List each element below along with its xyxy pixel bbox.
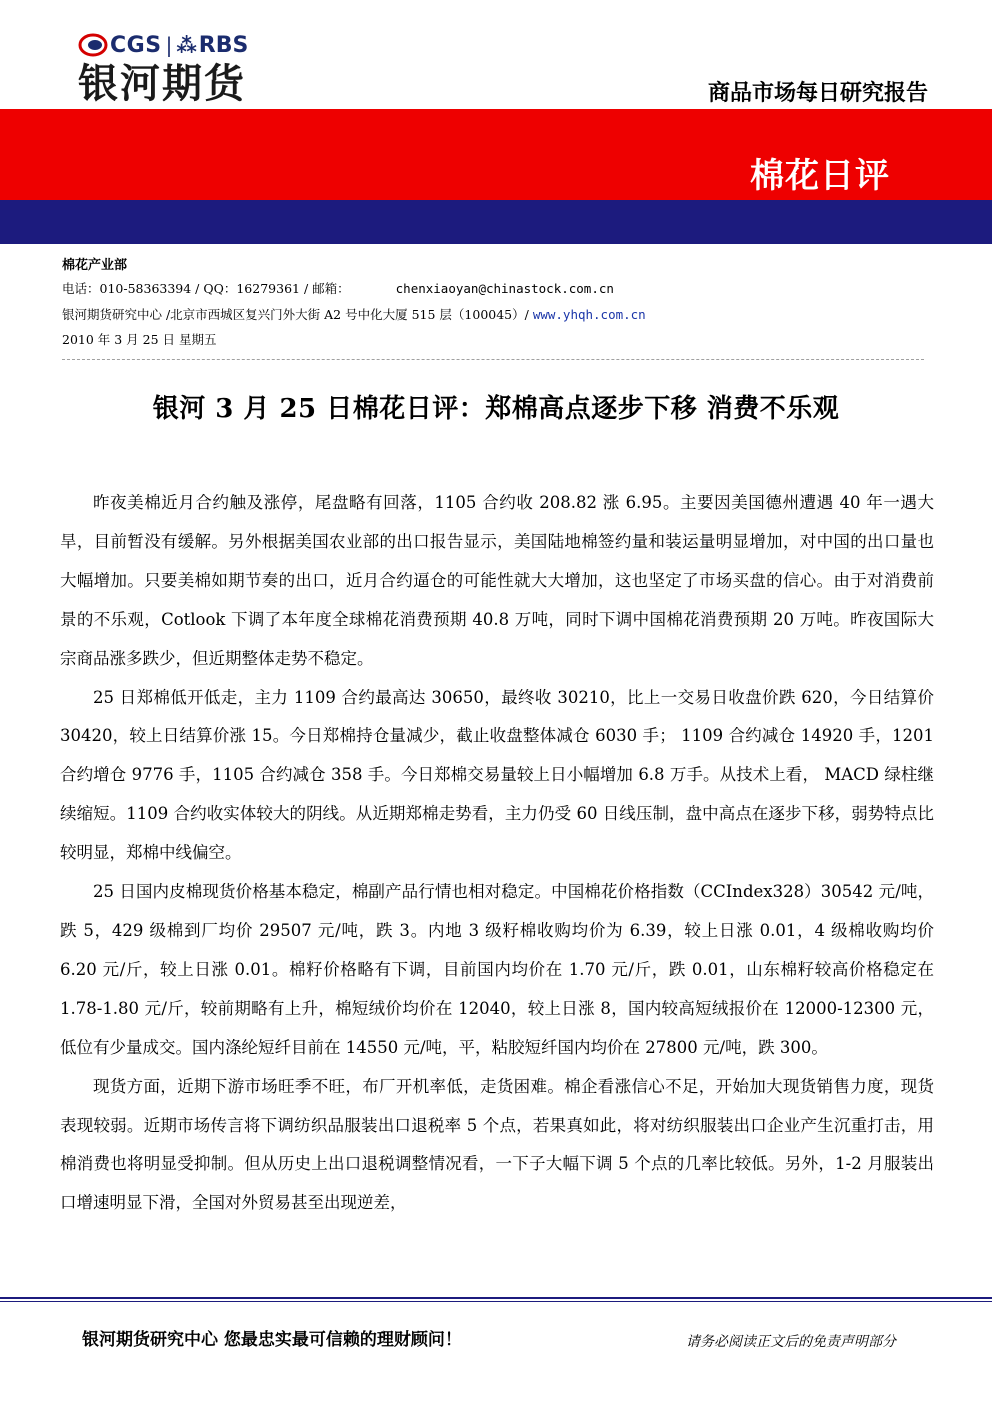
contact-phone-qq: 电话：010-58363394 / QQ：16279361 / 邮箱： (62, 281, 350, 296)
cgs-swirl-icon (78, 33, 108, 57)
paragraph: 现货方面，近期下游市场旺季不旺，布厂开机率低，走货困难。棉企看涨信心不足，开始加大现货销售力度，现货表现较弱。近期市场传言将下调纺织品服装出口退税率 5 个点，若果真如此，将对纺织服装出口企业产生沉重打击，用棉消费也将明显受抑制。但从历史上出口退税调整情况看，一下子大幅下调 5 个点的几率比较低。另外，1-2 月服装出口增速明显下滑，全国对外贸易甚至出现逆差， (60, 1076, 934, 1213)
department-name: 棉花产业部 (62, 258, 128, 273)
header-blue-band (0, 200, 992, 244)
rbs-daisy-icon: ⁂ (176, 33, 197, 57)
logo-cgs-text: CGS (110, 32, 162, 58)
footer-slogan: 银河期货研究中心 您最忠实最可信赖的理财顾问！ (82, 1330, 462, 1350)
logo-chinese-name: 银河期货 (78, 61, 246, 107)
contact-line (62, 279, 614, 297)
address-line (62, 305, 646, 323)
contact-email[interactable]: chenxiaoyan@chinastock.com.cn (395, 281, 614, 296)
footer-divider-thick (0, 1297, 992, 1299)
paragraph: 昨夜美棉近月合约触及涨停，尾盘略有回落，1105 合约收 208.82 涨 6.95。主要因美国德州遭遇 40 年一遇大旱，目前暂没有缓解。另外根据美国农业部的出口报告显示，美国陆地棉签约量和装运量明显增加，对中国的出口量也大幅增加。只要美棉如期节奏的出口，近月合约逼仓的可能性就大大增加，这也坚定了市场买盘的信心。由于对消费前景的不乐观，Cotlook 下调了本年度全球棉花消费预期 40.8 万吨，同时下调中国棉花消费预期 20 万吨。昨夜国际大宗商品涨多跌少，但近期整体走势不稳定。 (60, 493, 934, 668)
paragraph: 25 日国内皮棉现货价格基本稳定，棉副产品行情也相对稳定。中国棉花价格指数（CCIndex328）30542 元/吨，跌 5，429 级棉到厂均价 29507 元/吨，跌 3。内地 3 级籽棉收购均价为 6.39，较上日涨 0.01，4 级棉收购均价 6.20 元/斤，较上日涨 0.01。棉籽价格略有下调，目前国内均价在 1.70 元/斤，跌 0.01，山东棉籽较高价格稳定在 1.78-1.80 元/斤，较前期略有上升，棉短绒价均价在 12040，较上日涨 8，国内较高短绒报价在 12000-12300 元，低位有少量成交。国内涤纶短纤目前在 14550 元/吨，平，粘胶短纤国内均价在 27800 元/吨，跌 300。 (60, 882, 934, 1057)
logo-separator: | (165, 33, 173, 57)
company-logo (78, 30, 278, 106)
disclaimer-notice: 请务必阅读正文后的免责声明部分 (686, 1334, 896, 1350)
header-divider (62, 359, 924, 360)
article-headline: 银河 3 月 25 日棉花日评：郑棉高点逐步下移 消费不乐观 (152, 394, 840, 424)
report-section-title: 棉花日评 (750, 156, 890, 196)
footer-divider-thin (0, 1301, 992, 1302)
paragraph: 25 日郑棉低开低走，主力 1109 合约最高达 30650，最终收 30210，比上一交易日收盘价跌 620，今日结算价 30420，较上日结算价涨 15。今日郑棉持仓量减少，截止收盘整体减仓 6030 手； 1109 合约减仓 14920 手，1201 合约增仓 9776 手，1105 合约减仓 358 手。今日郑棉交易量较上日小幅增加 6.8 万手。从技术上看， MACD 绿柱继续缩短。1109 合约收实体较大的阴线。从近期郑棉走势看，主力仍受 60 日线压制，盘中高点在逐步下移，弱势特点比较明显，郑棉中线偏空。 (60, 687, 934, 863)
report-type-title: 商品市场每日研究报告 (707, 81, 928, 106)
website-link[interactable]: www.yhqh.com.cn (532, 307, 646, 322)
address-text: 银河期货研究中心 /北京市西城区复兴门外大街 A2 号中化大厦 515 层（100045）/ (62, 307, 533, 322)
article-body (60, 484, 934, 1223)
logo-rbs-text: RBS (198, 32, 249, 58)
report-date: 2010 年 3 月 25 日 星期五 (62, 332, 217, 347)
